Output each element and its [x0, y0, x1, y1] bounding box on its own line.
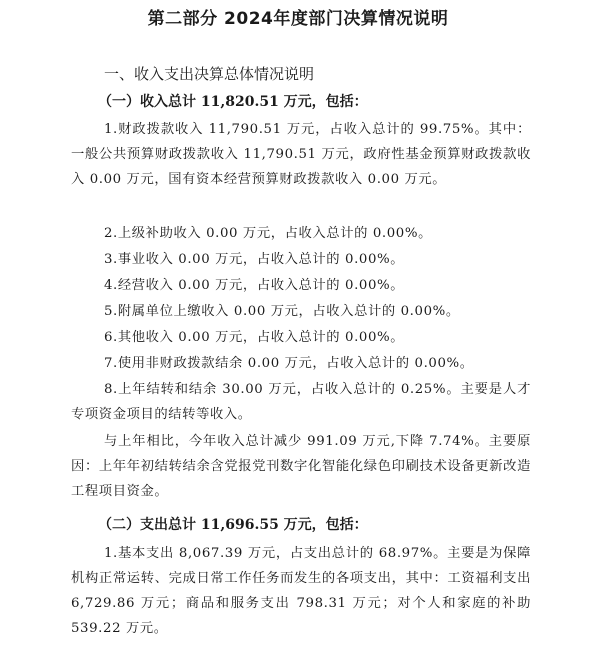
- income-comparison: 与上年相比，今年收入总计减少 991.09 万元,下降 7.74%。主要原因：上年年初结转结余含党报党刊数字化智能化绿色印刷技术设备更新改造工程项目资金。: [71, 434, 531, 499]
- income-item-1: 1.财政拨款收入 11,790.51 万元，占收入总计的 99.75%。其中：一般公共预算财政拨款收入 11,790.51 万元，政府性基金预算财政拨款收入 0.00 万元，国有资本经营预算财政拨款收入 0.00 万元。: [71, 122, 531, 187]
- expense-subheading: （二）支出总计 11,696.55 万元，包括：: [98, 517, 368, 533]
- income-item-8: 8.上年结转和结余 30.00 万元，占收入总计的 0.25%。主要是人才专项资金项目的结转等收入。: [71, 382, 531, 422]
- income-item-3: 3.事业收入 0.00 万元，占收入总计的 0.00%。: [104, 252, 405, 267]
- expense-item-1: 1.基本支出 8,067.39 万元，占支出总计的 68.97%。主要是为保障机构正常运转、完成日常工作任务而发生的各项支出，其中：工资福利支出 6,729.86 万元；商品和服务支出 798.31 万元；对个人和家庭的补助 539.22 万元。: [71, 546, 531, 636]
- section-heading: 一、收入支出决算总体情况说明: [104, 65, 315, 83]
- income-item-7: 7.使用非财政拨款结余 0.00 万元，占收入总计的 0.00%。: [104, 356, 474, 371]
- income-item-4: 4.经营收入 0.00 万元，占收入总计的 0.00%。: [104, 278, 405, 293]
- income-item-5: 5.附属单位上缴收入 0.00 万元，占收入总计的 0.00%。: [104, 304, 460, 319]
- income-item-6: 6.其他收入 0.00 万元，占收入总计的 0.00%。: [104, 330, 405, 345]
- income-item-2: 2.上级补助收入 0.00 万元，占收入总计的 0.00%。: [104, 226, 432, 241]
- income-subheading: （一）收入总计 11,820.51 万元，包括：: [98, 94, 368, 110]
- page-title: 第二部分 2024年度部门决算情况说明: [147, 9, 449, 29]
